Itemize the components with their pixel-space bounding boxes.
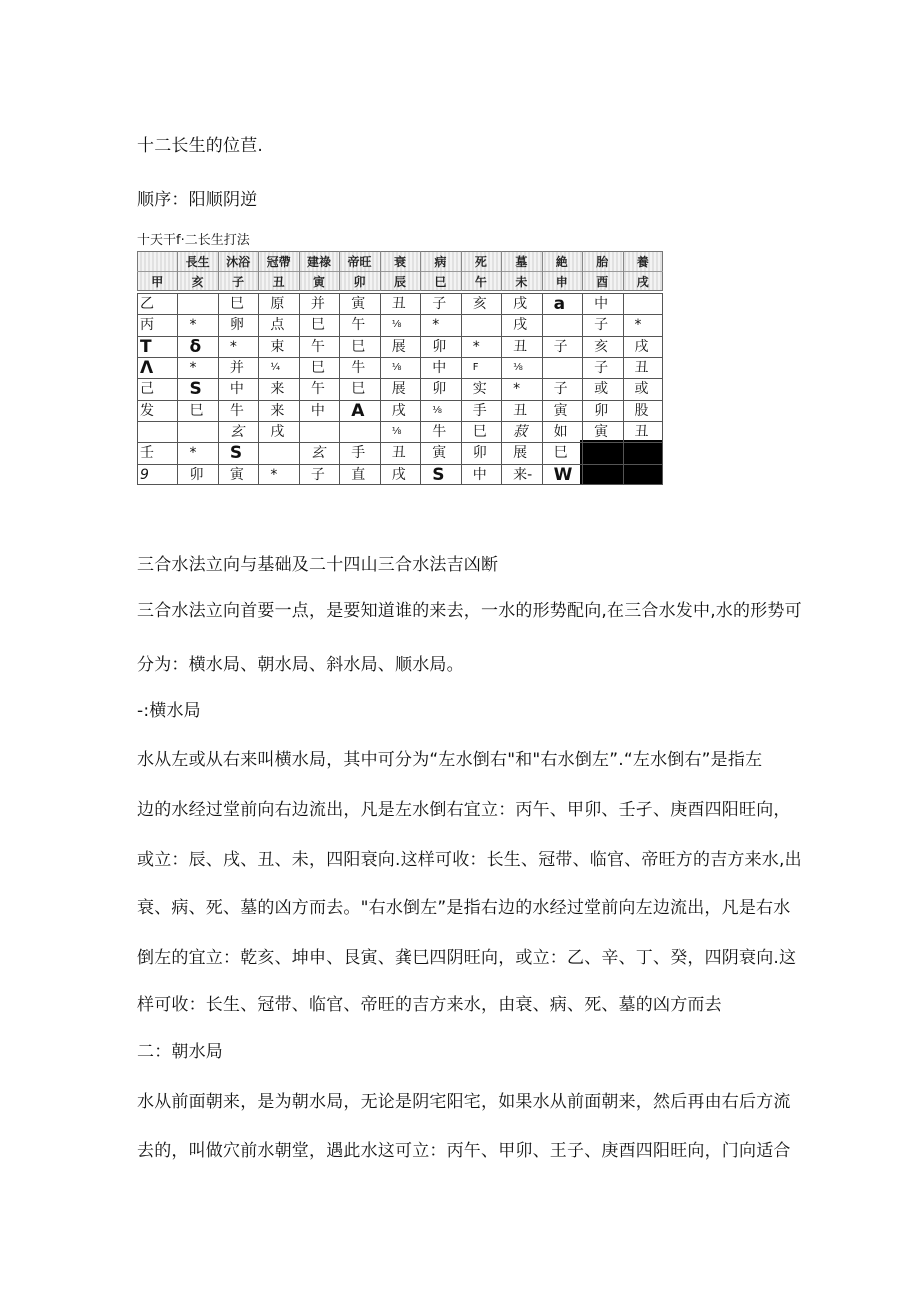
- header-cell: 胎: [596, 255, 609, 269]
- table-cell: ⅛: [391, 319, 402, 331]
- twelve-stages-table: [137, 251, 663, 485]
- header-cell: 戌: [636, 275, 649, 289]
- table-cell: 卯: [432, 381, 447, 398]
- table-cell: 子: [310, 466, 325, 483]
- table-cell: Λ: [140, 358, 154, 378]
- header-cell: 衰: [393, 255, 406, 269]
- table-cell: 原: [270, 296, 285, 312]
- table-cell: 股: [634, 402, 649, 419]
- table-cell: 戌: [270, 424, 285, 440]
- table-cell: 戌: [513, 317, 528, 334]
- paragraph-line: 分为：横水局、朝水局、斜水局、顺水局。: [137, 655, 464, 675]
- table-cell: 寅: [594, 424, 609, 440]
- table-cell: 寅: [432, 445, 447, 462]
- table-cell: 手: [472, 402, 487, 419]
- header-cell: 未: [515, 275, 528, 289]
- table-caption: 十天干f·二长生打法: [137, 233, 250, 248]
- table-cell: 中: [432, 360, 447, 376]
- paragraph-line: 边的水经过堂前向右边流出，凡是左水倒右宜立：丙午、甲卯、壬孑、庚酉四阳旺向，: [137, 800, 791, 820]
- table-cell: 卯: [432, 338, 447, 355]
- header-cell: 絶: [555, 255, 568, 269]
- table-cell: 乙: [140, 296, 154, 312]
- table-cell: 丑: [391, 296, 406, 312]
- table-cell: 丑: [513, 338, 528, 355]
- table-cell: 子: [594, 317, 609, 334]
- table-cell: 点: [270, 317, 285, 334]
- table-cell: *: [189, 317, 197, 334]
- header-cell: 午: [474, 275, 487, 289]
- table-body: [137, 293, 663, 485]
- header-cell: 辰: [393, 275, 406, 289]
- table-cell: 壬: [140, 445, 154, 462]
- table-cell: 直: [351, 466, 366, 483]
- table-cell: 展: [513, 445, 528, 462]
- section-title-sanhe: 三合水法立向与基础及二十四山三合水法吉凶断: [137, 555, 499, 575]
- header-cell: 養: [636, 255, 649, 269]
- section-title-twelve-stages: 十二长生的位苣.: [137, 136, 264, 156]
- table-cell: 实: [472, 381, 487, 398]
- table-cell: ⅛: [432, 404, 442, 416]
- table-cell: 亥: [594, 338, 609, 355]
- paragraph-line: -:横水局: [137, 701, 201, 721]
- paragraph-line: 去的，叫做穴前水朝堂，遇此水这可立：丙午、甲卯、王子、庚酉四阳旺向，门向适合: [137, 1141, 791, 1161]
- table-cell: 菽: [513, 424, 528, 440]
- table-cell: 子: [553, 338, 568, 355]
- table-cell: 卵: [229, 317, 244, 334]
- table-cell: 中: [229, 381, 244, 398]
- table-cell: 子: [432, 296, 447, 312]
- blacked-out-cells: [580, 440, 663, 485]
- table-cell: S: [229, 443, 243, 464]
- header-cell: 墓: [515, 255, 528, 269]
- table-cell: 牛: [351, 360, 366, 376]
- header-cell: 申: [555, 275, 568, 289]
- table-cell: 巳: [229, 296, 244, 312]
- table-cell: ⅛: [391, 426, 402, 437]
- table-cell: 巳: [351, 338, 366, 355]
- table-cell: 9: [140, 466, 149, 483]
- table-cell: 玄: [229, 424, 244, 440]
- table-cell: *: [634, 317, 642, 334]
- header-cell: 沐浴: [226, 255, 251, 269]
- table-cell: 并: [229, 360, 244, 376]
- paragraph-line: 水从前面朝来，是为朝水局，无论是阴宅阳宅，如果水从前面朝来，然后再由右后方流: [137, 1092, 791, 1112]
- table-cell: 戌: [634, 338, 649, 355]
- paragraph-line: 二：朝水局: [137, 1042, 223, 1062]
- table-cell: δ: [189, 336, 202, 357]
- table-cell: 子: [594, 360, 609, 376]
- table-cell: 寅: [553, 402, 568, 419]
- header-cell: 病: [434, 255, 447, 269]
- table-cell: 卯: [189, 466, 204, 483]
- header-cell: 巳: [434, 275, 447, 289]
- header-cell: 卯: [353, 275, 366, 289]
- table-cell: 来: [270, 381, 285, 398]
- header-cell: 酉: [596, 275, 609, 289]
- header-cell: 冠帶: [266, 255, 291, 269]
- paragraph-line: 水从左或从右来叫横水局，其中可分为“左水倒右"和"右水倒左”.“左水倒右”是指左: [137, 750, 763, 770]
- paragraph-line: 倒左的宜立：乾亥、坤申、艮寅、龚巳四阴旺向，或立：乙、辛、丁、癸，四阴衰向.这: [137, 948, 797, 968]
- table-cell: 寅: [351, 296, 366, 312]
- table-cell: 午: [310, 338, 325, 355]
- table-cell: 丑: [513, 402, 528, 419]
- table-cell: 丙: [140, 317, 154, 334]
- table-cell: 或: [594, 381, 609, 398]
- table-cell: 展: [391, 338, 406, 355]
- header-cell: 帝旺: [347, 255, 372, 269]
- header-cell: 建祿: [307, 255, 332, 269]
- table-cell: 丑: [634, 424, 649, 440]
- table-cell: *: [189, 360, 197, 376]
- table-cell: ¼: [270, 362, 281, 373]
- header-cell: 子: [232, 275, 245, 289]
- table-cell: 戌: [391, 466, 406, 483]
- table-cell: *: [472, 338, 480, 355]
- order-line: 顺序：阳顺阴逆: [137, 190, 258, 210]
- table-cell: ⅛: [513, 362, 523, 373]
- table-cell: 来: [270, 402, 285, 419]
- table-cell: 巳: [189, 402, 204, 419]
- table-cell: 并: [310, 296, 325, 312]
- table-cell: 手: [351, 445, 366, 462]
- header-cell: 亥: [191, 275, 204, 289]
- table-cell: 子: [553, 381, 568, 398]
- table-cell: *: [229, 338, 237, 355]
- table-cell: 中: [594, 296, 609, 312]
- table-cell: 或: [634, 381, 649, 398]
- header-cell: 寅: [313, 275, 326, 289]
- table-cell: 巳: [472, 424, 487, 440]
- header-cell: 丑: [272, 275, 285, 289]
- table-cell: 牛: [432, 424, 447, 440]
- table-cell: 午: [310, 381, 325, 398]
- table-cell: S: [189, 379, 202, 400]
- paragraph-line: 三合水法立向首要一点，是要知道谁的来去，一水的形势配向,在三合水发中,水的形势可: [137, 601, 802, 621]
- table-header: [137, 251, 663, 291]
- header-cell: 甲: [151, 275, 164, 289]
- table-cell: W: [553, 464, 573, 485]
- table-cell: *: [513, 381, 521, 398]
- table-cell: 巳: [310, 360, 325, 376]
- table-cell: 午: [351, 317, 366, 334]
- table-cell: 牛: [229, 402, 244, 419]
- header-cell: 死: [474, 255, 487, 269]
- table-cell: *: [189, 445, 197, 462]
- paragraph-line: 或立：辰、戌、丑、未，四阳衰向.这样可收：长生、冠带、临官、帝旺方的吉方来水,出: [137, 850, 802, 870]
- table-cell: 戌: [513, 296, 528, 312]
- table-cell: 戌: [391, 402, 406, 419]
- table-cell: 如: [553, 424, 568, 440]
- table-cell: 展: [391, 381, 406, 398]
- table-cell: 中: [472, 466, 487, 483]
- table-cell: 来-: [513, 466, 533, 483]
- table-cell: ⅛: [391, 362, 402, 373]
- table-cell: a: [553, 294, 566, 314]
- table-cell: 丑: [634, 360, 649, 376]
- table-cell: 巳: [553, 445, 568, 462]
- table-cell: T: [140, 336, 152, 357]
- table-cell: 己: [140, 381, 154, 398]
- table-cell: *: [432, 317, 440, 334]
- table-cell: F: [472, 362, 479, 373]
- paragraph-line: 样可收：长生、冠带、临官、帝旺的吉方来水，由衰、病、死、墓的凶方而去: [137, 995, 722, 1015]
- table-cell: 巳: [310, 317, 325, 334]
- table-cell: 丑: [391, 445, 406, 462]
- table-cell: 玄: [310, 445, 325, 462]
- table-cell: 发: [140, 402, 154, 419]
- paragraph-line: 衰、病、死、墓的凶方而去。"右水倒左”是指右边的水经过堂前向左边流出，凡是右水: [137, 898, 791, 918]
- table-cell: 亥: [472, 296, 487, 312]
- table-cell: 束: [270, 338, 285, 355]
- table-cell: 寅: [229, 466, 244, 483]
- table-cell: 巳: [351, 381, 366, 398]
- table-cell: *: [270, 466, 278, 483]
- table-cell: 卯: [472, 445, 487, 462]
- table-cell: A: [351, 400, 365, 421]
- header-cell: 長生: [185, 255, 210, 269]
- table-cell: S: [432, 464, 445, 485]
- table-cell: 卯: [594, 402, 609, 419]
- table-cell: 中: [310, 402, 325, 419]
